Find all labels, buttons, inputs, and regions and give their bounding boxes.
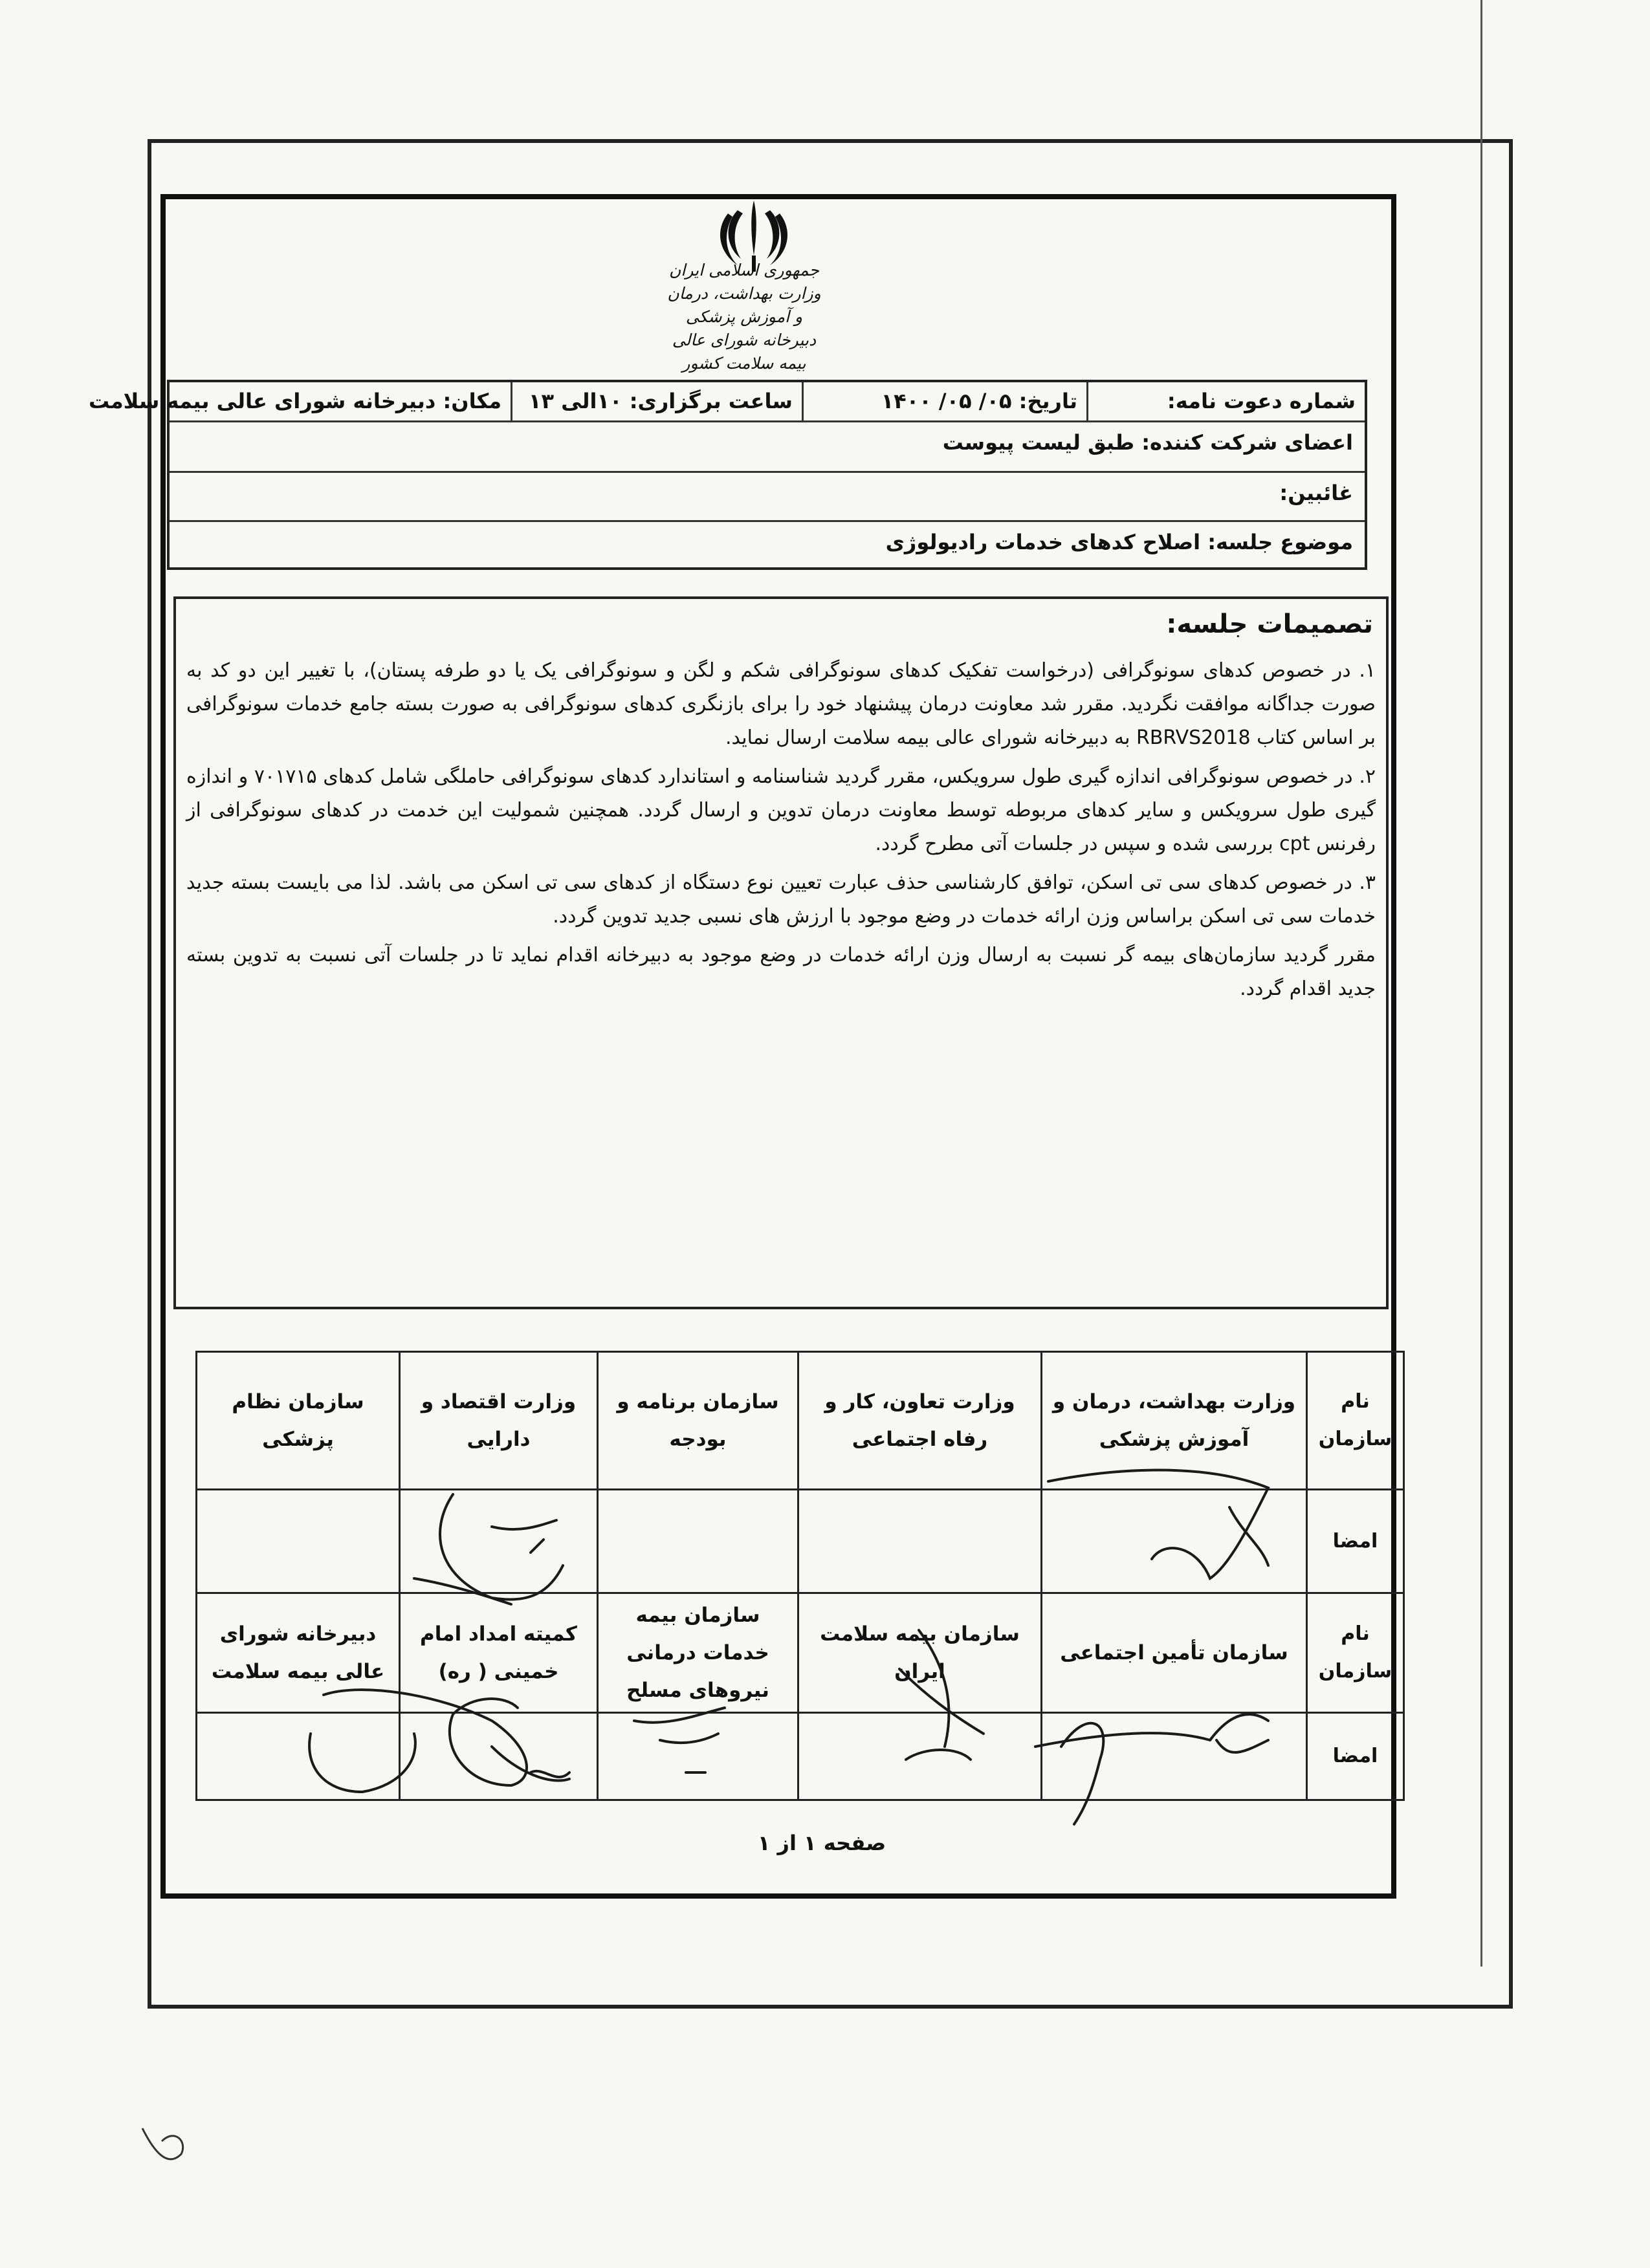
scan-edge-line [1480,0,1482,1967]
sign-cell [598,1713,798,1800]
org-row-1 [197,1352,1404,1490]
org-row-2 [197,1593,1404,1713]
org-cell: سازمان تأمین اجتماعی [1042,1593,1307,1713]
org-cell: سازمان بیمه خدمات درمانی نیروهای مسلح [598,1593,798,1713]
sign-cell [798,1490,1042,1593]
letterhead-line-3: دبیرخانه شورای عالی بیمه سلامت کشور [672,331,817,373]
handwritten-mark-icon [136,2115,194,2174]
letterhead-line-2: وزارت بهداشت، درمان و آموزش پزشکی [667,284,821,326]
org-cell: دبیرخانه شورای عالی بیمه سلامت [197,1593,400,1713]
meeting-date: تاریخ: ۰۵/ ۰۵/ ۱۴۰۰ [802,382,1086,420]
decision-item-3: ۳. در خصوص کدهای سی تی اسکن، توافق کارشناسی حذف عبارت تعیین نوع دستگاه از کدهای سی تی اسکن می باشد. لذا می بایست بسته جدید خدمات سی تی اسکن براساس وزن ارائه خدمات در وضع موجود با ارزش های نسبی جدید تدوین گردد. [186,871,1376,928]
sign-cell [798,1713,1042,1800]
org-label: نام سازمان [1307,1352,1404,1490]
decisions-title: تصمیمات جلسه: [1166,609,1373,639]
absentees: غائبین: [170,473,1365,522]
org-label: نام سازمان [1307,1593,1404,1713]
page-number: صفحه ۱ از ۱ [757,1831,886,1855]
org-cell: سازمان بیمه سلامت ایران [798,1593,1042,1713]
org-cell: کمیته امداد امام خمینی ( ره) [400,1593,598,1713]
sign-row-1 [197,1490,1404,1593]
org-cell: وزارت تعاون، کار و رفاه اجتماعی [798,1352,1042,1490]
invitation-number: شماره دعوت نامه: [1086,382,1365,420]
sign-label: امضا [1307,1713,1404,1800]
meeting-subject: موضوع جلسه: اصلاح کدهای خدمات رادیولوژی [885,530,1353,554]
sign-row-2 [197,1713,1404,1800]
sign-cell [598,1490,798,1593]
signature-table [195,1351,1405,1801]
sign-cell [197,1490,400,1593]
org-cell: سازمان نظام پزشکی [197,1352,400,1490]
participants: اعضای شرکت کننده: طبق لیست پیوست [170,422,1365,473]
letterhead [666,259,822,375]
letterhead-line-1: جمهوری اسلامی ایران [669,261,819,279]
info-row-1 [88,382,1365,422]
sign-cell [197,1713,400,1800]
decision-item-1: ۱. در خصوص کدهای سونوگرافی (درخواست تفکیک کدهای سونوگرافی شکم و لگن و سونوگرافی یک یا دو طرفه پستان)، با تغییر این دو کد به صورت جداگانه موافقت نگردید. مقرر شد معاونت درمان پیشنهاد خود را برای بازنگری کدهای سونوگرافی به صورت بسته جامع خدمات سونوگرافی بر اساس کتاب RBRVS2018 به دبیرخانه شورای عالی بیمه سلامت ارسال نماید. [186,659,1376,749]
org-cell: وزارت اقتصاد و دارایی [400,1352,598,1490]
org-cell: وزارت بهداشت، درمان و آموزش پزشکی [1042,1352,1307,1490]
org-cell: سازمان برنامه و بودجه [598,1352,798,1490]
meeting-place: مکان: دبیرخانه شورای عالی بیمه سلامت [88,389,501,413]
decisions-box [173,596,1389,1309]
decision-item-4: مقرر گردید سازمان‌های بیمه گر نسبت به ارسال وزن ارائه خدمات در وضع موجود به دبیرخانه اقدام نماید تا در جلسات آتی نسبت به تدوین بسته جدید اقدام گردد. [186,944,1376,1000]
sign-cell [1042,1713,1307,1800]
meeting-info-table [88,380,1367,570]
sign-cell [1042,1490,1307,1593]
decisions-text [186,654,1376,1011]
sign-label: امضا [1307,1490,1404,1593]
sign-cell [400,1490,598,1593]
meeting-time: ساعت برگزاری: ۱۰الی ۱۳ [511,382,802,420]
sign-cell [400,1713,598,1800]
decision-item-2: ۲. در خصوص سونوگرافی اندازه گیری طول سرویکس، مقرر گردید شناسنامه و استاندارد کدهای سونوگرافی حاملگی شامل کدهای ۷۰۱۷۱۵ و اندازه گیری طول سرویکس و سایر کدهای مربوطه توسط معاونت درمان تدوین و ارسال گردد. همچنین شمولیت این خدمت در کدهای سونوگرافی از رفرنس cpt بررسی شده و سپس در جلسات آتی مطرح گردد. [186,765,1376,855]
